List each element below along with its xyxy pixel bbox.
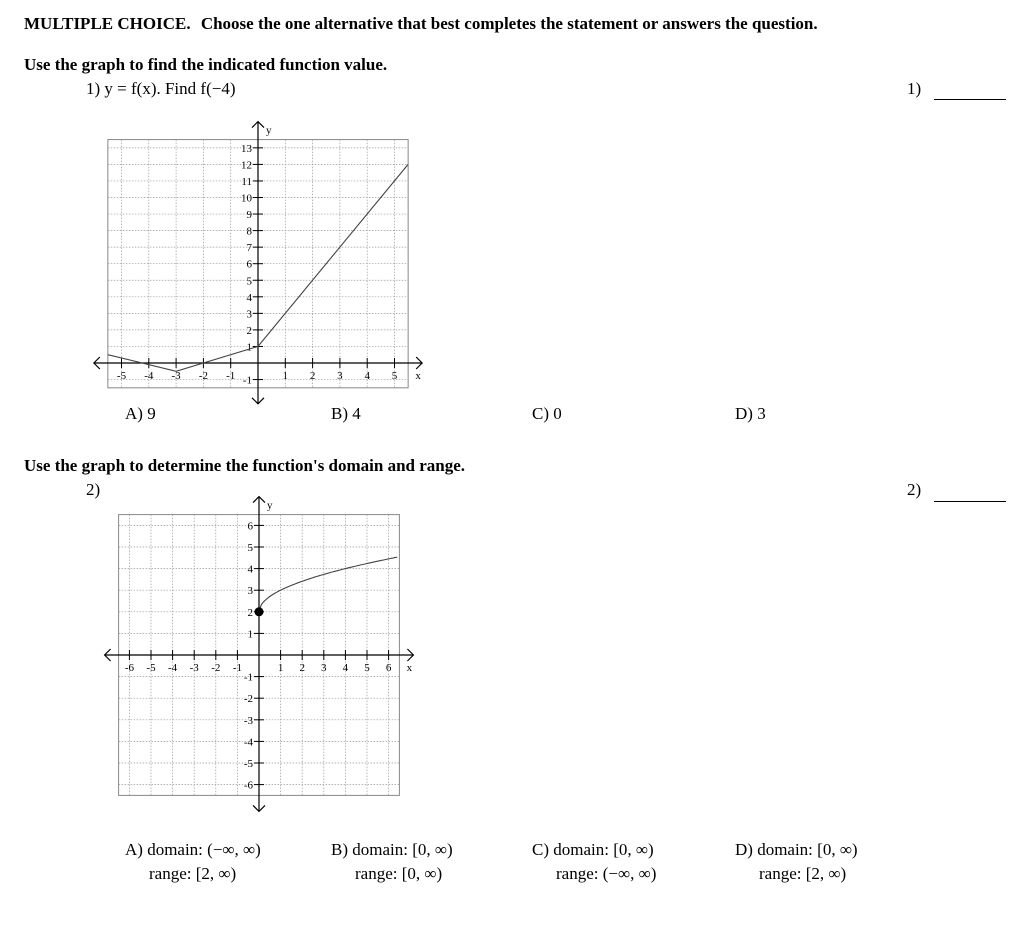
x-tick-label: -2	[211, 662, 221, 674]
x-tick-label: 2	[309, 370, 316, 382]
x-tick-label: 3	[337, 370, 343, 382]
q2-choice-a-domain: A) domain: (−∞, ∞)	[125, 840, 261, 859]
y-tick-label: 10	[241, 192, 252, 205]
x-tick-label: -1	[232, 662, 242, 674]
q2-choice-d[interactable]	[735, 838, 858, 886]
section1-instruction: Use the graph to find the indicated function value.	[24, 55, 388, 74]
function-curve	[259, 557, 397, 612]
q2-choice-b-domain: B) domain: [0, ∞)	[331, 840, 453, 859]
q1-choice-a[interactable]: A) 9	[125, 404, 156, 423]
y-tick-label: 2	[247, 606, 253, 619]
y-tick-label: 8	[246, 225, 252, 238]
q2-choice-c[interactable]	[532, 838, 656, 886]
q1-answer-label: 1)	[907, 79, 922, 98]
y-tick-label: -3	[243, 714, 253, 727]
q2-choice-b-range: range: [0, ∞)	[355, 864, 443, 883]
q1-choice-b[interactable]: B) 4	[331, 404, 361, 423]
x-tick-label: 4	[364, 370, 370, 382]
y-tick-label: -6	[243, 779, 253, 792]
x-axis-label: x	[406, 662, 413, 674]
y-axis-label: y	[267, 499, 273, 512]
y-tick-label: -2	[243, 693, 253, 706]
y-tick-label: 7	[246, 242, 252, 255]
y-tick-label: 12	[241, 159, 252, 172]
x-tick-label: -4	[144, 370, 154, 382]
x-tick-label: -5	[116, 370, 127, 382]
x-tick-label: -3	[171, 370, 181, 382]
y-tick-label: 13	[241, 142, 252, 155]
q2-choice-a-range: range: [2, ∞)	[149, 864, 237, 883]
q2-choice-c-range: range: (−∞, ∞)	[556, 864, 657, 883]
y-tick-label: 6	[247, 520, 253, 533]
y-tick-label: 5	[247, 542, 253, 554]
q2-choice-a[interactable]	[125, 838, 261, 886]
q1-text: 1) y = f(x). Find f(−4)	[86, 79, 236, 98]
x-tick-label: -5	[146, 662, 156, 674]
x-tick-label: 5	[364, 662, 370, 674]
y-tick-label: 3	[247, 585, 253, 598]
q2-choice-d-domain: D) domain: [0, ∞)	[735, 840, 858, 859]
y-tick-label: -4	[243, 736, 253, 749]
x-tick-label: -4	[168, 662, 178, 674]
y-tick-label: -1	[242, 374, 252, 387]
q2-text: 2)	[86, 480, 101, 499]
x-tick-label: 6	[385, 662, 392, 674]
x-tick-label: 4	[342, 662, 349, 674]
x-tick-label: -6	[124, 662, 134, 674]
y-axis-label: y	[266, 124, 272, 137]
y-tick-label: -1	[243, 671, 253, 684]
y-tick-label: 9	[246, 209, 252, 222]
y-tick-label: 4	[247, 563, 253, 576]
y-tick-label: 5	[246, 275, 252, 288]
y-tick-label: 6	[246, 258, 252, 271]
q2-choice-b[interactable]	[331, 838, 453, 886]
x-tick-label: 5	[391, 370, 398, 382]
y-tick-label: 4	[246, 291, 252, 304]
y-tick-label: 1	[247, 628, 253, 641]
y-tick-label: -5	[243, 758, 253, 770]
q2-choice-d-range: range: [2, ∞)	[759, 864, 847, 883]
header-instruction: Choose the one alternative that best completes the statement or answers the question.	[200, 14, 818, 33]
x-tick-label: -1	[226, 370, 236, 382]
x-tick-label: 2	[299, 662, 305, 674]
q2-choice-c-domain: C) domain: [0, ∞)	[532, 840, 654, 859]
x-tick-label: 3	[321, 662, 327, 674]
y-tick-label: 11	[241, 175, 252, 188]
x-axis-label: x	[415, 370, 421, 382]
q2-answer-label: 2)	[907, 480, 922, 499]
x-tick-label: -3	[189, 662, 199, 674]
q1-choice-d[interactable]: D) 3	[735, 404, 766, 423]
y-tick-label: 3	[246, 308, 252, 321]
y-tick-label: 1	[246, 341, 252, 354]
closed-endpoint-dot	[255, 607, 264, 616]
x-tick-label: 1	[277, 662, 284, 674]
y-tick-label: 2	[246, 324, 252, 337]
x-tick-label: -2	[198, 370, 208, 382]
x-tick-label: 1	[282, 370, 289, 382]
section2-instruction: Use the graph to determine the function's domain and range.	[24, 456, 466, 475]
q1-choice-c[interactable]: C) 0	[532, 404, 562, 423]
header-title: MULTIPLE CHOICE.	[24, 14, 191, 33]
